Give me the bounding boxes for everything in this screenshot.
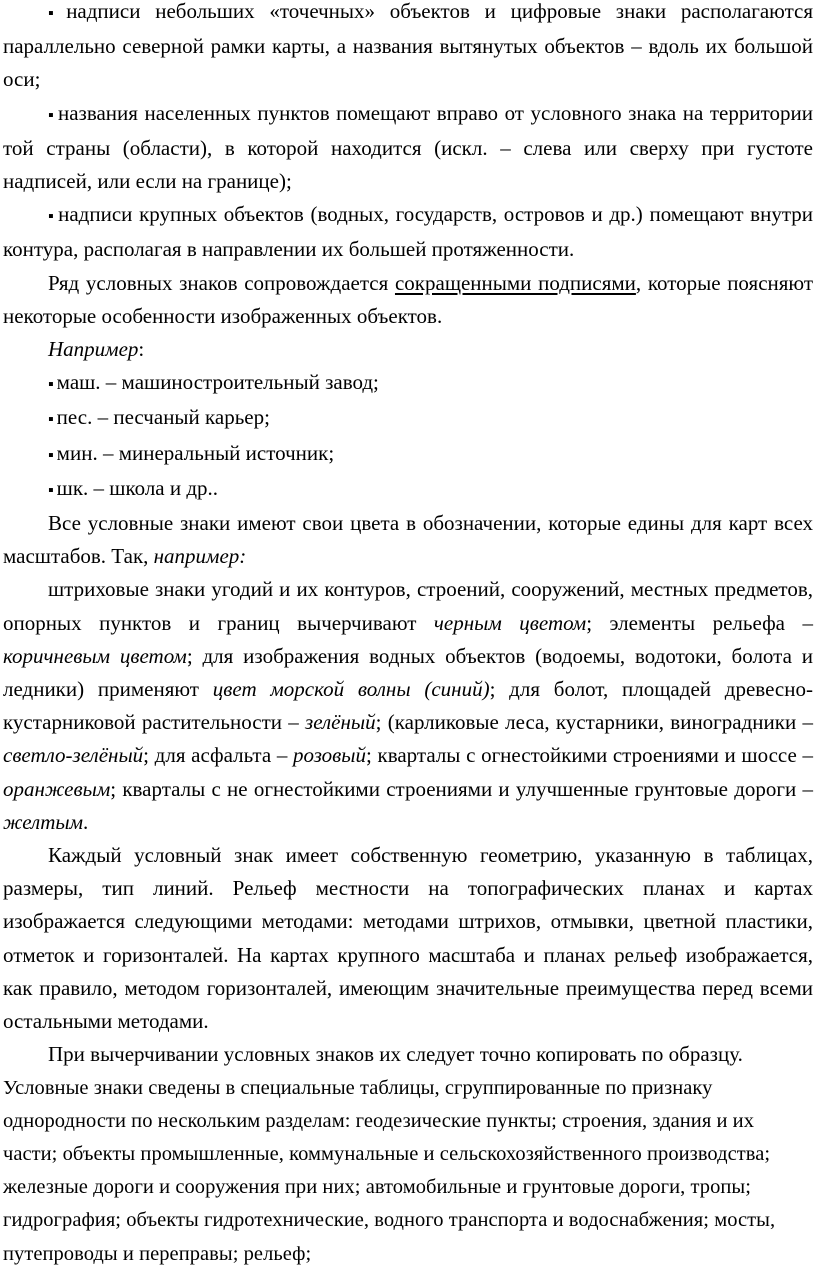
italic-run: желтым (3, 809, 84, 834)
list-item: ▪ надписи крупных объектов (водных, государств, островов и др.) помещают внутри контура, располагая в направлении их большей протяженности. (3, 198, 813, 266)
text-run: ; кварталы с огнестойкими строениями и шоссе – (366, 743, 813, 768)
text-run: штриховые знаки угодий и их контуров, строений, сооружений, местных предметов, опорных пунктов и границ вычерчивают (3, 577, 813, 635)
list-item: ▪ пес. – песчаный карьер; (3, 401, 813, 436)
italic-run: коричневым цветом (3, 643, 187, 668)
text-run: ; элементы рельефа – (586, 610, 813, 635)
italic-run: например: (153, 544, 247, 569)
list-item: ▪ шк. – школа и др.. (3, 472, 813, 507)
example-label (3, 333, 813, 366)
text-run: , которые поясняют некоторые особенности изображенных объектов. (3, 270, 814, 328)
text-run: ; для асфальта – (143, 743, 294, 768)
copy-paragraph: При вычерчивании условных знаков их следует точно копировать по образцу. (48, 1042, 743, 1067)
italic-run: цвет морской волны (синий) (212, 677, 490, 702)
colors-paragraph (3, 573, 813, 839)
list-item: ▪ маш. – машиностроительный завод; (3, 366, 813, 401)
text-run: ; для болот, площадей древесно-кустарниковой растительности – (3, 677, 813, 735)
text-run: ; для изображения водных объектов (водоемы, водотоки, болота и ледники) применяют (3, 643, 814, 702)
text-run: . (83, 809, 89, 834)
italic-run: черным цветом (433, 610, 587, 635)
geometry-paragraph: Каждый условный знак имеет собственную геометрию, указанную в таблицах, размеры, тип линий. Рельеф местности на топографических планах и картах изображается следующими методами: методами штрихов, отмывки, цветной пластики, отметок и горизонталей. На картах крупного масштаба и планах рельеф изображается, как правило, методом горизонталей, имеющим значительные преимущества перед всеми остальными методами. (3, 843, 813, 1034)
example-colon: : (138, 337, 145, 362)
tables-paragraph: Условные знаки сведены в специальные таблицы, сгруппированные по признаку однородности по нескольким разделам: геодезические пункты; строения, здания и их части; объекты промышленные, коммунальные и сельскохозяйственного производства; железные дороги и сооружения при них; автомобильные и грунтовые дороги, тропы; гидрография; объекты гидротехнические, водного транспорта и водоснабжения; мосты, путепроводы и переправы; рельеф; (3, 1076, 776, 1265)
text-run: ; кварталы с не огнестойкими строениями и улучшенные грунтовые дороги – (110, 776, 813, 801)
text-run: Ряд условных знаков сопровождается (48, 270, 395, 295)
list-item: ▪ мин. – минеральный источник; (3, 437, 813, 472)
list-item: ▪ надписи небольших «точечных» объектов и цифровые знаки располагаются параллельно северной рамки карты, а названия вытянутых объектов – вдоль их большой оси; (3, 0, 813, 97)
text-run: Все условные знаки имеют свои цвета в обозначении, которые едины для карт всех масштабов. Так, (3, 511, 813, 569)
abbreviations-paragraph (3, 267, 813, 333)
example-label-text: Например (48, 337, 139, 362)
italic-run: зелёный (305, 710, 376, 735)
underlined-term: сокращенными подписями (394, 270, 636, 295)
text-run: ; (карликовые леса, кустарники, виноградники – (375, 710, 813, 735)
italic-run: оранжевым (3, 776, 111, 801)
list-item: ▪ названия населенных пунктов помещают вправо от условного знака на территории той страны (области), в которой находится (искл. – слева или сверху при густоте надписей, или если на границе); (3, 97, 813, 199)
colors-intro-paragraph (3, 507, 813, 573)
italic-run: розовый (293, 743, 366, 768)
italic-run: светло-зелёный (3, 743, 144, 768)
